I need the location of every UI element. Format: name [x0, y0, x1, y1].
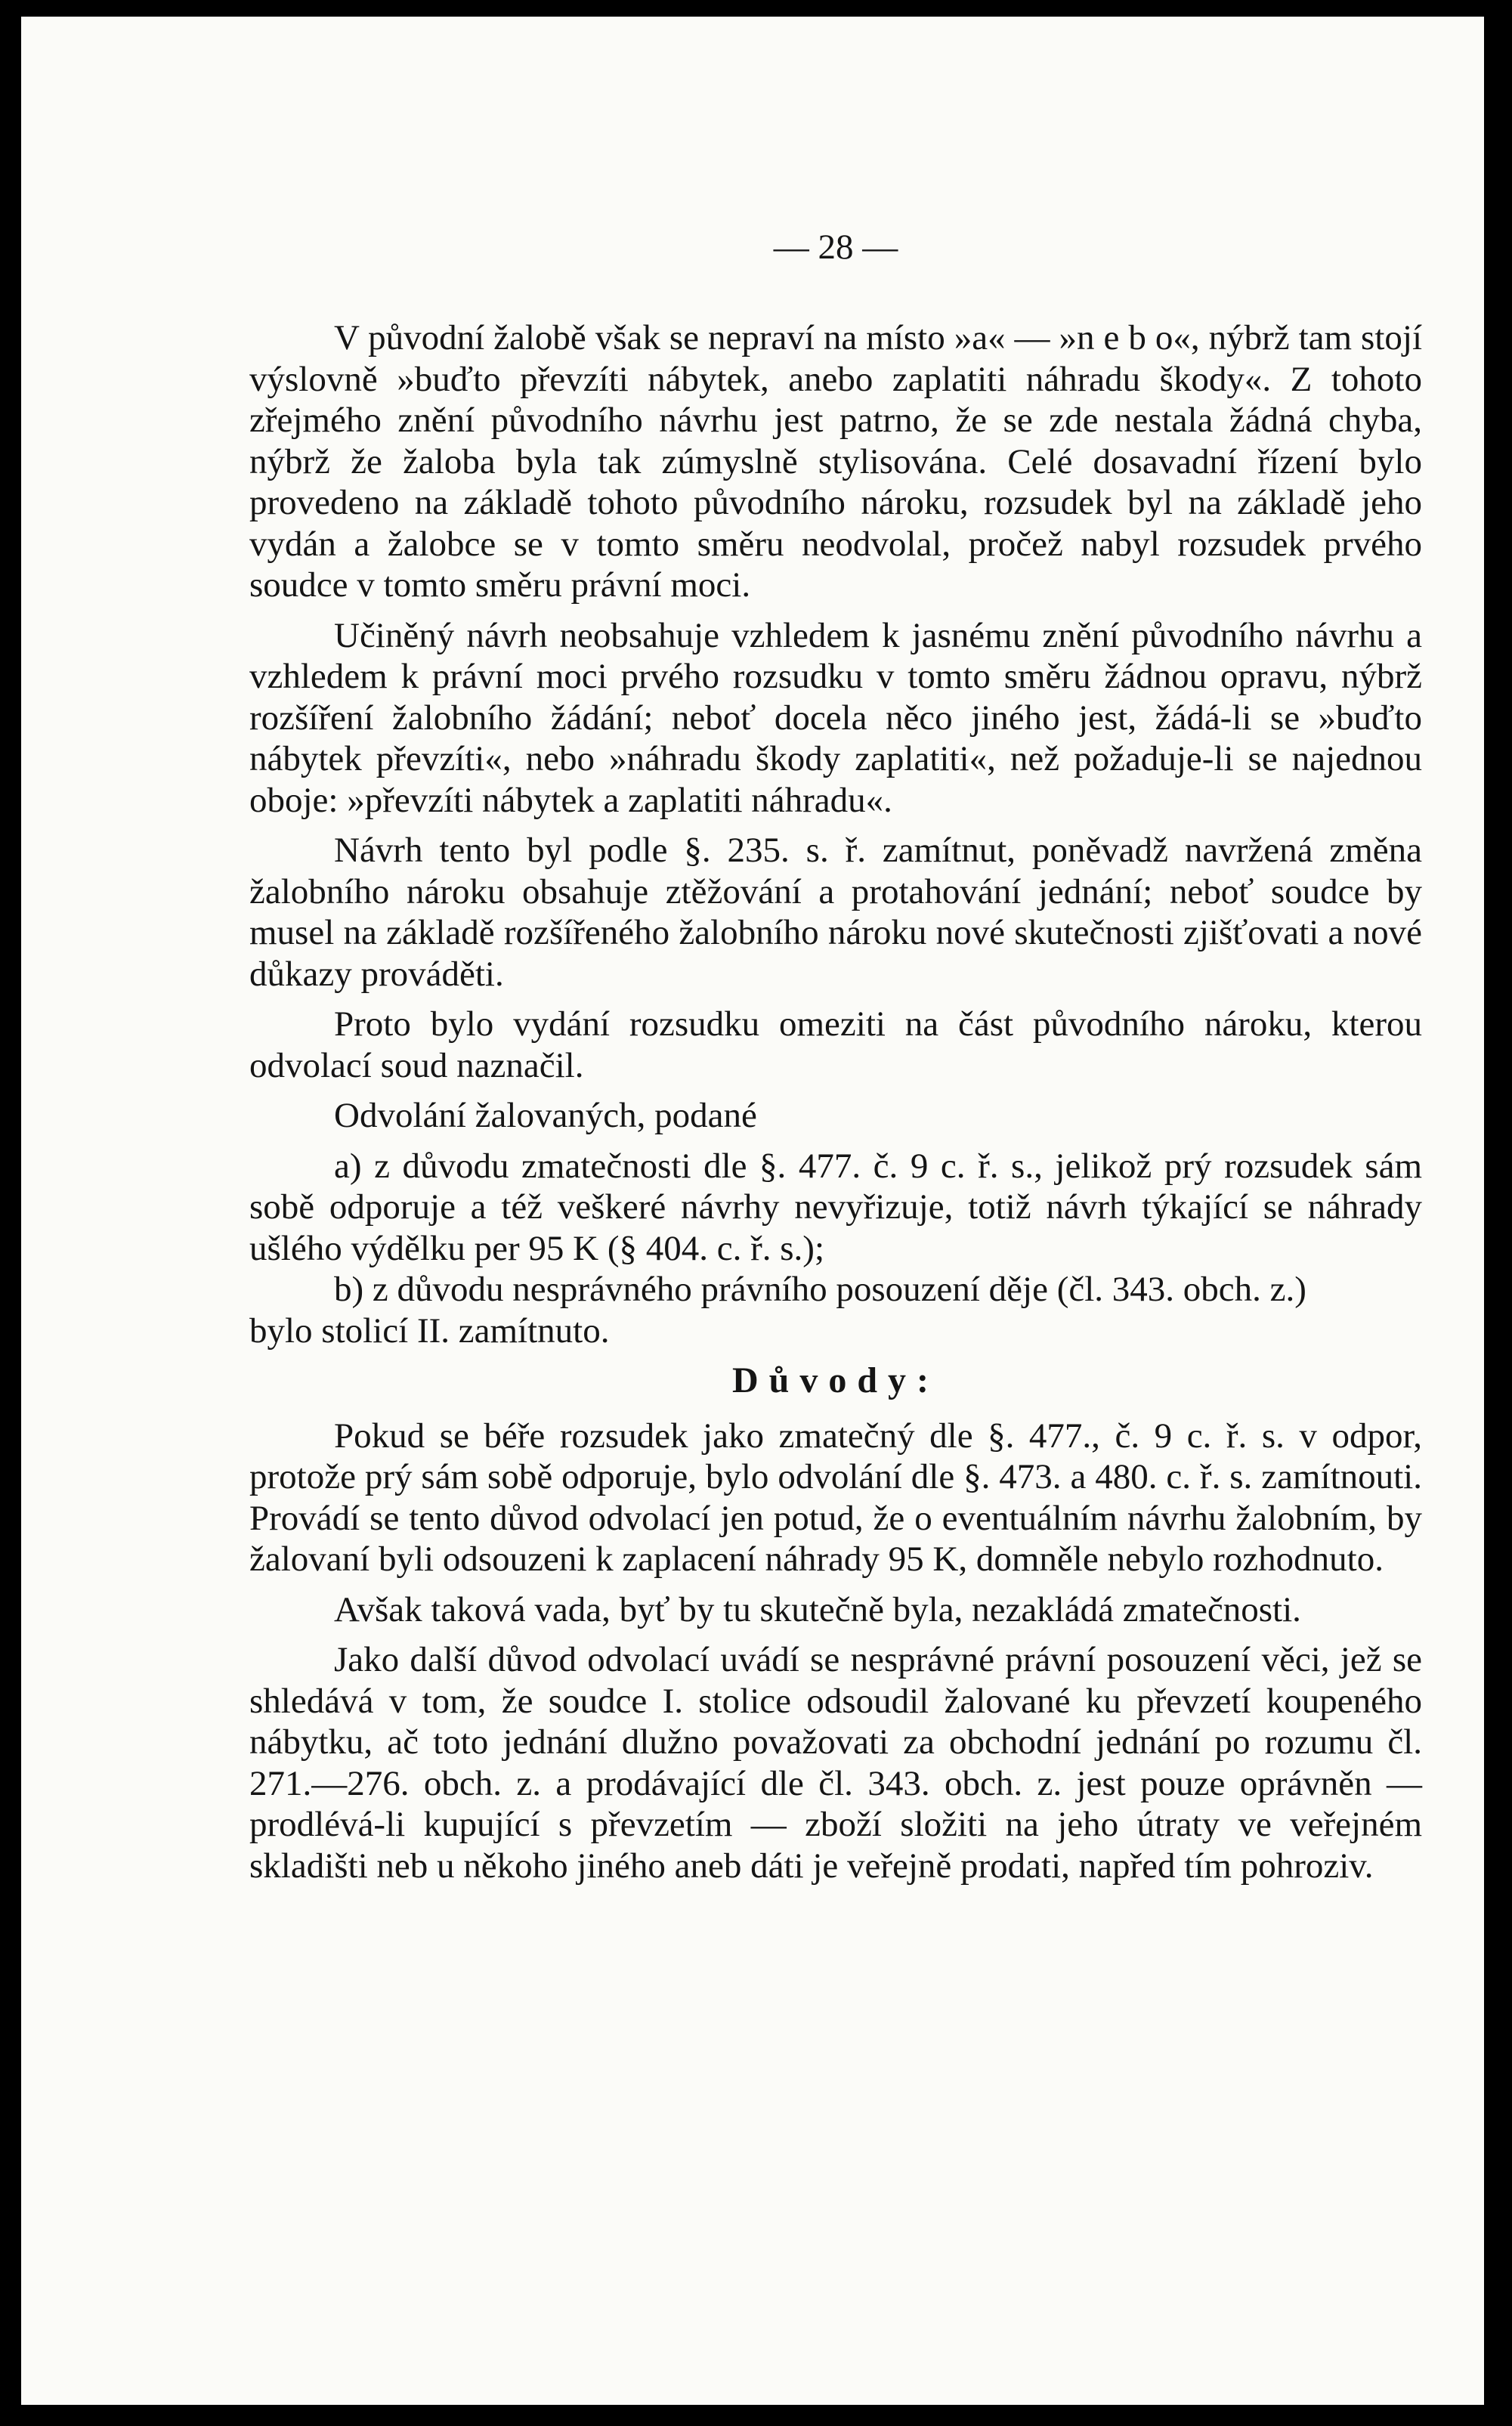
paragraph-3: Návrh tento byl podle §. 235. s. ř. zamítnut, poněvadž navržená změna žalobního nároku obsahuje ztěžování a protahování jednání; neboť soudce by musel na základě rozšířeného žalobního nároku nové skutečnosti zjišťovati a nové důkazy prováděti.: [249, 831, 1422, 994]
paragraph-2: Učiněný návrh neobsahuje vzhledem k jasnému znění původního návrhu a vzhledem k právní moci prvého rozsudku v tomto směru žádnou opravu, nýbrž rozšíření žalobního žádání; neboť docela něco jiného jest, žádá-li se »buďto nábytek převzíti«, nebo »náhradu škody zaplatiti«, než požaduje-li se najednou oboje: »převzíti nábytek a zaplatiti náhradu«.: [249, 615, 1422, 820]
document-body: [249, 317, 1422, 1895]
paragraph-6: a) z důvodu zmatečnosti dle §. 477. č. 9 c. ř. s., jelikož prý rozsudek sám sobě odporuje a též veškeré návrhy nevyřizuje, totiž návrh týkající se náhrady ušlého výdělku per 95 K (§ 404. c. ř. s.);: [249, 1146, 1422, 1268]
page-number: — 28 —: [773, 227, 898, 267]
paragraph-4: Proto bylo vydání rozsudku omeziti na část původního nároku, kterou odvolací soud naznačil.: [249, 1004, 1422, 1085]
paragraph-10: Avšak taková vada, byť by tu skutečně byla, nezakládá zmatečnosti.: [334, 1589, 1301, 1629]
paragraph-5: Odvolání žalovaných, podané: [334, 1096, 757, 1135]
paragraph-11: Jako další důvod odvolací uvádí se nesprávné právní posouzení věci, jež se shledává v tom, že soudce I. stolice odsoudil žalované ku převzetí koupeného nábytku, ač toto jednání dlužno považovati za obchodní jednání po rozumu čl. 271.—276. obch. z. a prodávající dle čl. 343. obch. z. jest pouze oprávněn — prodlévá-li kupující s převzetím — zboží složiti na jeho útraty ve veřejném skladišti neb u někoho jiného aneb dáti je veřejně prodati, napřed tím pohroziv.: [249, 1640, 1422, 1886]
paragraph-8: bylo stolicí II. zamítnuto.: [249, 1310, 610, 1351]
section-heading: Důvody:: [731, 1360, 940, 1400]
paragraph-1: V původní žalobě však se nepraví na místo »a« — »n e b o«, nýbrž tam stojí výslovně »buďto převzíti nábytek, anebo zaplatiti náhradu škody«. Z tohoto zřejmého znění původního návrhu jest patrno, že se zde nestala žádná chyba, nýbrž že žaloba byla tak zúmyslně stylisována. Celé dosavadní řízení bylo provedeno na základě tohoto původního nároku, rozsudek byl na základě jeho vydán a žalobce se v tomto směru neodvolal, pročež nabyl rozsudek prvého soudce v tomto směru právní moci.: [249, 318, 1422, 605]
document-page: [21, 17, 1484, 2405]
paragraph-9: Pokud se béře rozsudek jako zmatečný dle §. 477., č. 9 c. ř. s. v odpor, protože prý sám sobě odporuje, bylo odvolání dle §. 473. a 480. c. ř. s. zamítnouti. Provádí se tento důvod odvolací jen potud, že o eventuálním návrhu žalobním, by žalovaní byli odsouzeni k zaplacení náhrady 95 K, domněle nebylo rozhodnuto.: [249, 1416, 1422, 1579]
paragraph-7: b) z důvodu nesprávného právního posouzení děje (čl. 343. obch. z.): [334, 1270, 1306, 1309]
